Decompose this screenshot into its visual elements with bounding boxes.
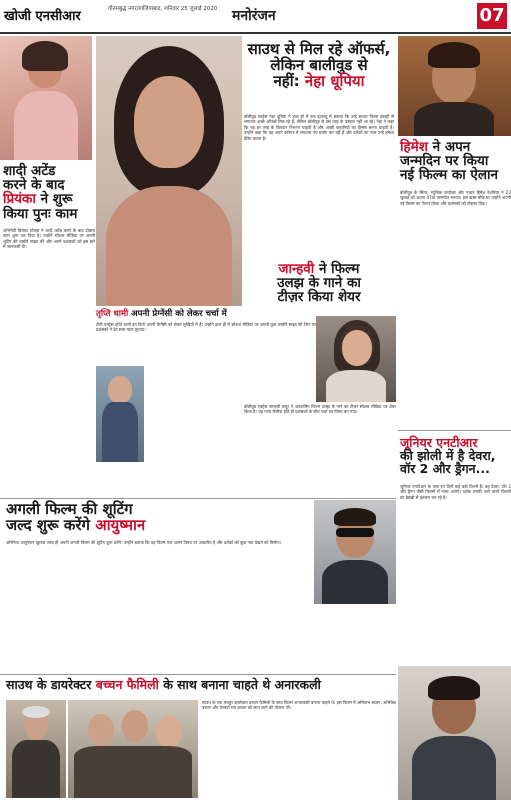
ntr-headline <box>400 436 511 475</box>
ntr-headline-line3: वॉर 2 और ड्रैगन... <box>400 461 490 477</box>
bachchan-headline-name: बच्चन फैमिली <box>95 677 159 692</box>
himesh-headline <box>400 140 511 183</box>
trupti-headline-suffix: अपनी प्रेग्नेंसी को लेकर चर्चा में <box>131 309 227 319</box>
neha-photo <box>96 36 242 306</box>
brand-name: खोजी एनसीआर <box>4 9 81 24</box>
trupti-body-2 <box>146 366 242 462</box>
ntr-headline-line1: जूनियर एनटीआर <box>400 435 478 450</box>
himesh-photo <box>398 36 511 136</box>
neha-headline-name: नेहा धूपिया <box>304 71 365 90</box>
neha-headline-line1: साउथ से मिल रहे ऑफर्स, <box>247 40 391 58</box>
ayushmann-body: अभिनेता आयुष्मान खुराना जल्द ही अपनी अगली फिल्म की शूटिंग शुरू करेंगे। उन्होंने बताया कि यह फिल्म एक अलग विषय पर आधारित है और दर्शकों को कुछ नया देखने को मिलेगा। <box>6 540 282 545</box>
janhvi-photo <box>316 316 396 402</box>
ntr-body: जूनियर एनटीआर के पास इन दिनों कई बड़ी फिल्में हैं। वह देवरा, वॉर 2 और ड्रैगन जैसी फिल्मों में नजर आएंगे। दर्शक उनकी आने वाली फिल्मों का बेसब्री से इंतजार कर रहे हैं। <box>400 484 511 500</box>
priyanka-headline-line3-suffix: ने शुरू <box>40 191 73 208</box>
priyanka-photo <box>0 36 92 160</box>
priyanka-body: अभिनेत्री प्रियंका चोपड़ा ने शादी अटेंड करने के बाद दोबारा काम शुरू कर दिया है। उन्होंने सोशल मीडिया पर अपनी शूटिंग की तस्वीरें साझा कीं और अपने प्रशंसकों को इस बारे में जानकारी दी। <box>3 228 95 250</box>
ayushmann-headline-line2-prefix: जल्द शुरू करेंगे <box>6 515 90 534</box>
ntr-divider <box>398 430 511 431</box>
ayushmann-headline-line1: अगली फिल्म की शूटिंग <box>6 500 133 518</box>
page-number: 07 <box>477 3 507 29</box>
neha-headline-line3-prefix: नहीं: <box>273 71 300 90</box>
ayushmann-photo <box>314 500 396 604</box>
janhvi-headline-line2: उलझ के गाने का <box>277 275 361 292</box>
himesh-headline-line1-suffix: ने अपन <box>432 139 471 155</box>
janhvi-headline-name: जान्हवी <box>278 261 315 277</box>
date-line: गौतमबुद्ध नगर/ग़ाज़ियाबाद, शनिवार 25 जुलाई 2020 <box>108 6 218 12</box>
janhvi-headline-line3: टीज़र किया शेयर <box>277 289 361 306</box>
janhvi-body: बॉलीवुड एक्ट्रेस जान्हवी कपूर ने अपकमिंग फिल्म उलझ के गाने का टीज़र सोशल मीडिया पर शेयर किया है। यह गाना रिलीज़ होते ही प्रशंसकों के बीच चर्चा का विषय बन गया। <box>244 404 396 415</box>
bachchan-divider <box>0 674 396 675</box>
himesh-headline-line3: नई फिल्म का ऐलान <box>400 167 499 184</box>
priyanka-headline <box>3 164 95 221</box>
priyanka-headline-name: प्रियंका <box>3 191 36 208</box>
janhvi-headline <box>244 262 394 305</box>
trupti-headline <box>96 310 316 319</box>
trupti-headline-name: तृप्ति धामी <box>96 309 129 319</box>
priyanka-headline-line2: करने के बाद <box>3 177 65 194</box>
trupti-photo <box>96 366 144 462</box>
ntr-photo <box>398 666 511 800</box>
bachchan-headline-suffix: के साथ बनाना चाहते थे अनारकली <box>163 677 321 692</box>
himesh-headline-line2: जन्मदिन पर किया <box>400 153 489 170</box>
bachchan-photo-1 <box>6 700 66 798</box>
ayushmann-divider <box>0 498 396 499</box>
bachchan-headline <box>6 678 396 691</box>
section-title: मनोरंजन <box>232 8 276 24</box>
bachchan-body: साउथ के एक मशहूर डायरेक्टर बच्चन फैमिली के साथ फिल्म अनारकली बनाना चाहते थे। इस फिल्म में अमिताभ बच्चन, अभिषेक बच्चन और ऐश्वर्या राय बच्चन को साथ लाने की योजना थी। <box>202 700 396 711</box>
himesh-body: बॉलीवुड के सिंगर, म्यूजिक कंपोजर और एक्टर हिमेश रेशमिया ने 23 जुलाई को अपना 47वां जन्मदिन मनाया। इस खास मौके पर उन्होंने अपनी नई फिल्म का ऐलान किया और प्रशंसकों को तोहफा दिया। <box>400 190 511 206</box>
bachchan-photo-2 <box>68 700 198 798</box>
neha-body: बॉलीवुड एक्ट्रेस नेहा धूपिया ने हाल ही में एक इंटरव्यू में बताया कि उन्हें साउथ फिल्म इंडस्ट्री से लगातार अच्छे ऑफर्स मिल रहे हैं, लेकिन बॉलीवुड से उस तरह के प्रस्ताव नहीं आ रहे। नेहा ने कहा कि वह हर तरह के किरदार निभाना चाहती हैं और अच्छी कहानियों का हिस्सा बनना चाहती हैं। उन्होंने कहा कि वह अपने करियर में लगातार नए प्रयोग कर रही हैं और दर्शकों का प्यार उन्हें हमेशा प्रेरित करता है। <box>244 114 394 141</box>
priyanka-headline-line4: किया पुनः काम <box>3 205 78 222</box>
janhvi-headline-line1-suffix: ने फिल्म <box>318 261 360 277</box>
neha-headline-line2: लेकिन बालीवुड से <box>270 55 368 74</box>
masthead <box>0 0 511 34</box>
bachchan-headline-prefix: साउथ के डायरेक्टर <box>6 677 92 692</box>
ayushmann-headline <box>6 502 306 534</box>
ayushmann-headline-name: आयुष्मान <box>95 515 146 534</box>
himesh-headline-name: हिमेश <box>400 139 428 155</box>
trupti-body: टीवी एक्ट्रेस तृप्ति धामी इन दिनों अपनी प्रेग्नेंसी को लेकर सुर्खियों में हैं। उन्होंने हाल ही में सोशल मीडिया पर अपनी कुछ तस्वीरें साझा कीं जिन पर प्रशंसकों ने ढेर सारा प्यार लुटाया। <box>96 322 316 333</box>
neha-headline <box>244 42 394 89</box>
ntr-headline-line2: की झोली में है देवरा, <box>400 448 496 464</box>
priyanka-headline-line1: शादी अटेंड <box>3 163 56 179</box>
